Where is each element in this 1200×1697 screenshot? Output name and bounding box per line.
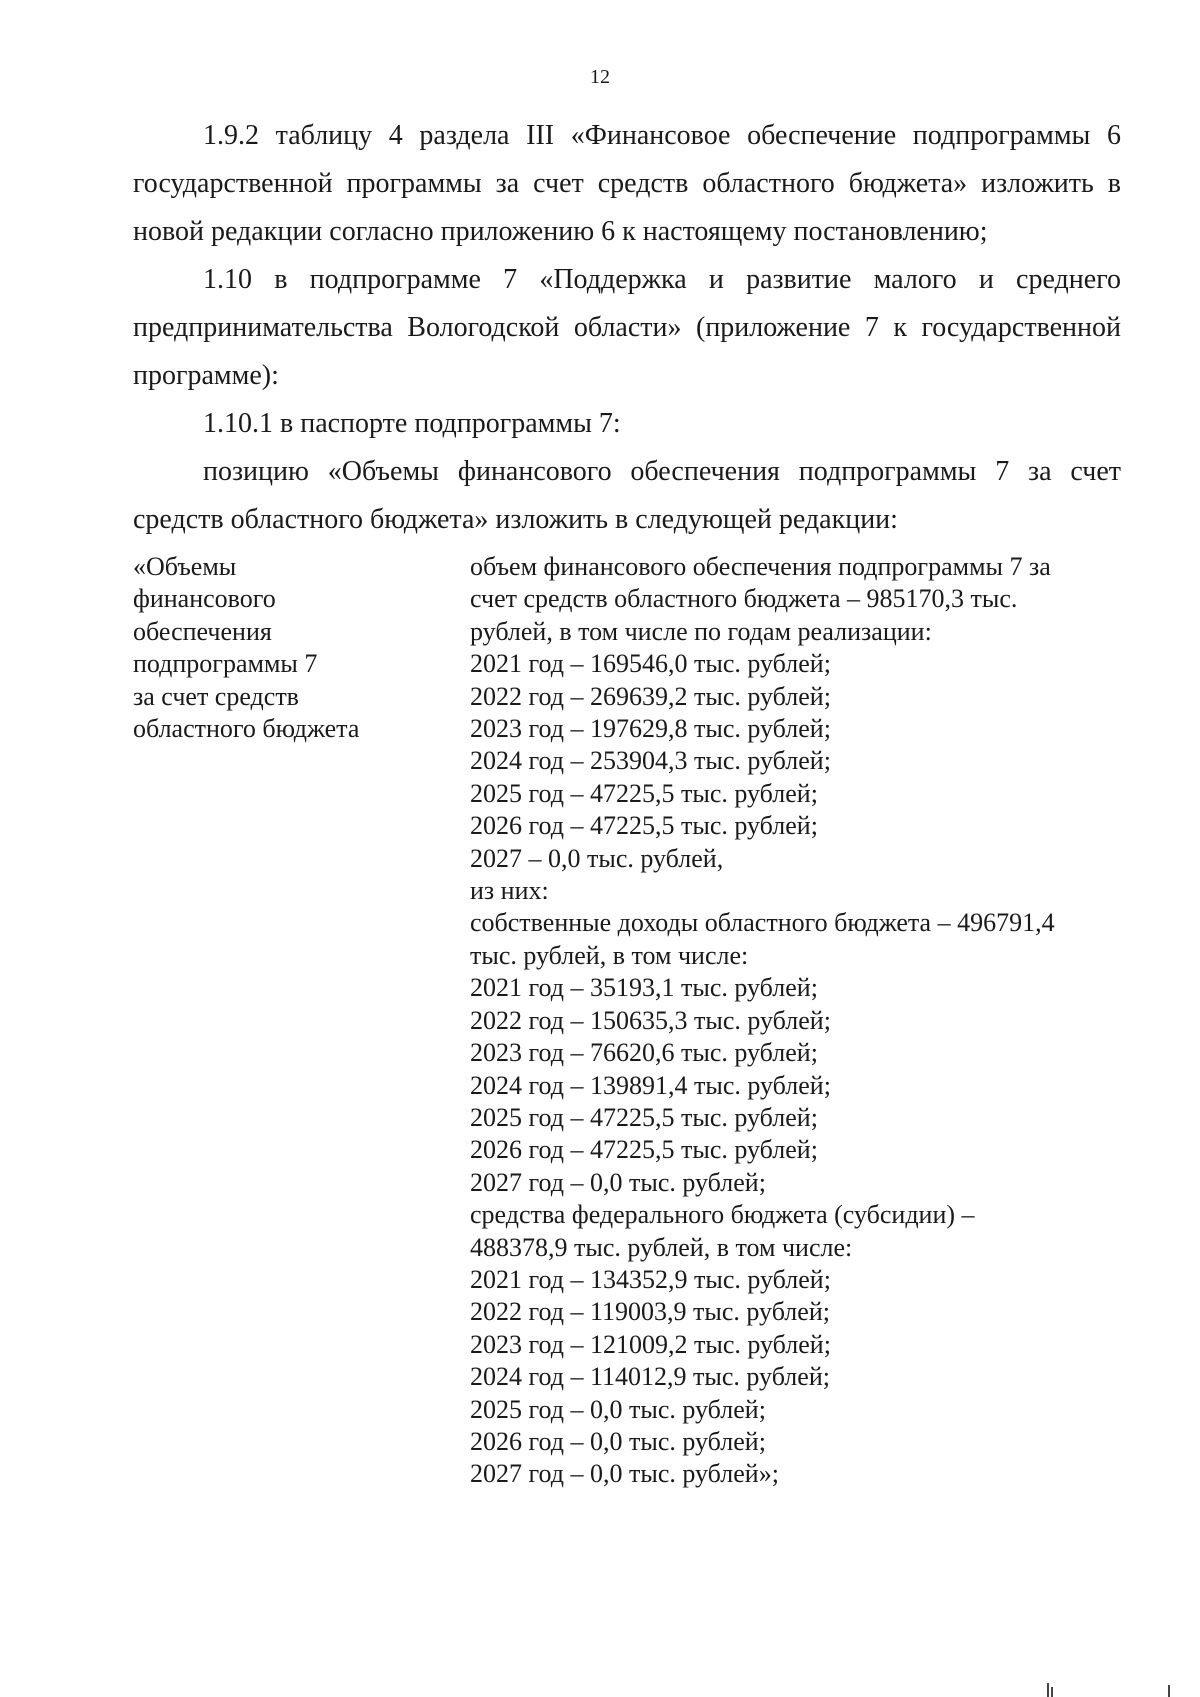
table-value-line: 2027 год – 0,0 тыс. рублей»; [470,1459,779,1489]
table-label-line: обеспечения [133,616,272,646]
table-value-line: средства федерального бюджета (субсидии) – [470,1200,975,1230]
funding-table-label-cell [133,551,433,745]
table-label-line: «Объемы [133,552,237,581]
page-number: 12 [590,66,610,88]
table-value-line: 2027 – 0,0 тыс. рублей, [470,843,724,873]
table-value-line: 2022 год – 269639,2 тыс. рублей; [470,681,831,711]
table-label-line: областного бюджета [133,714,360,744]
table-value-line: тыс. рублей, в том числе: [470,940,749,970]
table-value-line: 2024 год – 139891,4 тыс. рублей; [470,1070,831,1100]
table-value-line: рублей, в том числе по годам реализации: [470,616,932,646]
table-value-line: 2024 год – 114012,9 тыс. рублей; [470,1362,830,1392]
body-text [133,112,1121,544]
table-value-line: 2023 год – 121009,2 тыс. рублей; [470,1329,831,1359]
scan-artifact-mark [1168,1685,1170,1697]
table-value-line: 2024 год – 253904,3 тыс. рублей; [470,746,831,776]
table-value-line: 2026 год – 0,0 тыс. рублей; [470,1426,766,1456]
table-value-line: объем финансового обеспечения подпрограммы 7 за [470,552,1051,581]
paragraph-1-10-1: 1.10.1 в паспорте подпрограммы 7: [203,408,621,439]
table-value-line: 2021 год – 35193,1 тыс. рублей; [470,973,818,1003]
scan-artifact-mark [1047,1683,1049,1697]
table-value-line: 2025 год – 0,0 тыс. рублей; [470,1394,766,1424]
table-label-line: за счет средств [133,681,299,711]
table-value-line: из них: [470,876,549,906]
table-value-line: 2026 год – 47225,5 тыс. рублей; [470,811,818,841]
table-value-line: 488378,9 тыс. рублей, в том числе: [470,1232,853,1262]
funding-table-value-cell [470,551,1120,1491]
table-label-line: подпрограммы 7 [133,649,318,679]
scan-artifact-mark [1051,1687,1053,1697]
table-value-line: 2022 год – 119003,9 тыс. рублей; [470,1297,830,1327]
table-value-line: 2023 год – 197629,8 тыс. рублей; [470,714,831,744]
table-value-line: 2021 год – 169546,0 тыс. рублей; [470,649,831,679]
paragraph-position-intro: позицию «Объемы финансового обеспечения подпрограммы 7 за счет средств областного бюджета» изложить в следующей редакции: [133,456,1121,535]
table-value-line: 2026 год – 47225,5 тыс. рублей; [470,1135,818,1165]
table-value-line: 2027 год – 0,0 тыс. рублей; [470,1167,766,1197]
table-value-line: собственные доходы областного бюджета – 496791,4 [470,908,1055,938]
paragraph-1-10: 1.10 в подпрограмме 7 «Поддержка и развитие малого и среднего предпринимательства Вологодской области» (приложение 7 к государственной программе): [133,264,1121,391]
table-value-line: 2021 год – 134352,9 тыс. рублей; [470,1264,831,1294]
table-value-line: 2023 год – 76620,6 тыс. рублей; [470,1038,818,1068]
table-value-line: 2022 год – 150635,3 тыс. рублей; [470,1005,831,1035]
table-value-line: 2025 год – 47225,5 тыс. рублей; [470,778,818,808]
paragraph-1-9-2: 1.9.2 таблицу 4 раздела III «Финансовое обеспечение подпрограммы 6 государственной программы за счет средств областного бюджета» изложить в новой редакции согласно приложению 6 к настоящему постановлению; [133,120,1121,247]
table-value-line: 2025 год – 47225,5 тыс. рублей; [470,1102,818,1132]
table-label-line: финансового [133,584,276,614]
table-value-line: счет средств областного бюджета – 985170,3 тыс. [470,584,1018,614]
